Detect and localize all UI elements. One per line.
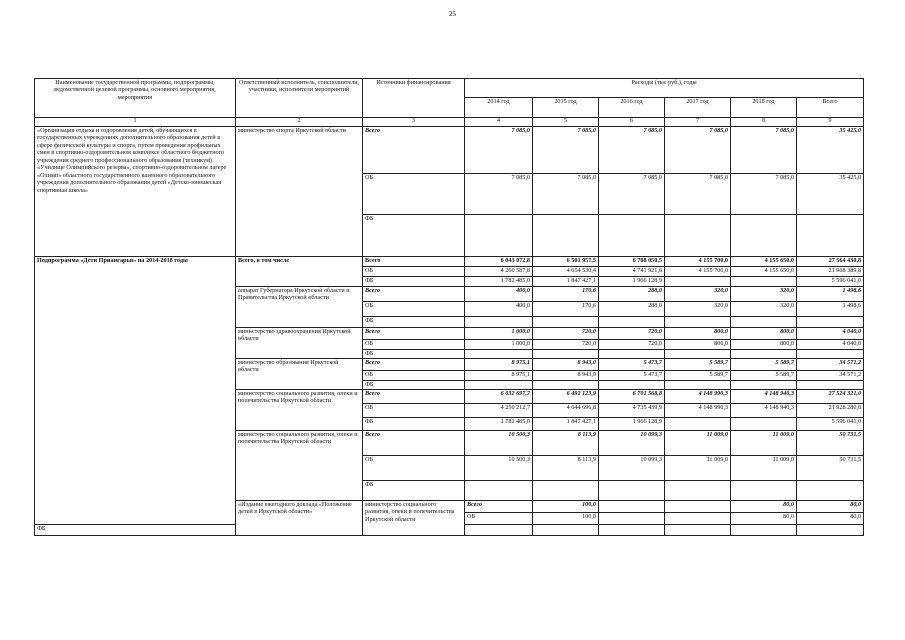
item-executor: министерство спорта Иркутской области (236, 127, 363, 257)
value-cell: 7 085,0 (665, 174, 731, 215)
value-cell: 7 085,0 (599, 174, 665, 215)
value-cell: 1 782 485,0 (465, 277, 533, 287)
item-executor: министерство образования Иркутской области (236, 359, 363, 390)
value-cell: 800,0 (731, 328, 797, 340)
value-cell: 5 596 041,0 (797, 277, 864, 287)
value-cell: 7 085,0 (465, 174, 533, 215)
source-cell: ФБ (363, 381, 465, 390)
value-cell: 720,0 (533, 328, 599, 340)
value-cell: 720,0 (599, 328, 665, 340)
value-cell: 400,0 (465, 287, 533, 302)
value-cell: 10 099,3 (599, 456, 665, 481)
item-executor: министерство здравоохранения Иркутской области (236, 328, 363, 359)
item-executor: министерство социального развития, опеки и попечительства Иркутской области (236, 390, 363, 431)
value-cell: 7 085,0 (731, 127, 797, 174)
value-cell: 720,0 (533, 340, 599, 350)
value-cell: 27 564 430,8 (797, 257, 864, 267)
source-cell: Всего (363, 328, 465, 340)
value-cell: 5 589,7 (731, 371, 797, 381)
source-cell: Всего (465, 501, 533, 513)
value-cell: 34 571,2 (797, 359, 864, 371)
value-cell: 11 009,0 (665, 456, 731, 481)
value-cell: 50 731,5 (797, 431, 864, 456)
value-cell: 80,0 (797, 501, 864, 513)
value-cell: 320,0 (731, 302, 797, 317)
value-cell: 8 113,9 (533, 456, 599, 481)
value-cell: 7 085,0 (533, 127, 599, 174)
header-year: 2018 год (731, 98, 797, 118)
value-cell: 6 708 050,5 (599, 257, 665, 267)
header-executor: Ответственный исполнитель, соисполнители, участники, исполнители мероприятий (236, 79, 363, 118)
column-index: 8 (731, 118, 797, 127)
page-number: 25 (449, 10, 456, 18)
header-row-1 (35, 79, 864, 98)
table-row (35, 257, 864, 267)
value-cell: 1 782 485,0 (465, 418, 533, 431)
item-executor: министерство социального развития, опеки и попечительства Иркутской области (236, 431, 363, 501)
value-cell: 10 099,3 (599, 431, 665, 456)
value-cell: 7 085,0 (731, 174, 797, 215)
source-cell: ОБ (363, 302, 465, 317)
financing-table (34, 78, 864, 536)
value-cell: 4 654 530,4 (533, 267, 599, 277)
value-cell: 6 701 568,8 (599, 390, 665, 404)
source-cell: ФБ (35, 525, 236, 536)
value-cell: 8 113,9 (533, 431, 599, 456)
item-executor: министерство социального развития, опеки и попечительства Иркутской области (363, 501, 465, 536)
item-name: Подпрограмма «Дети Приангарья» на 2014-2018 годы (35, 257, 236, 525)
column-index: 9 (797, 118, 864, 127)
value-cell: 320,0 (731, 287, 797, 302)
value-cell: 288,0 (599, 287, 665, 302)
value-cell: 6 043 072,8 (465, 257, 533, 267)
source-cell: ФБ (363, 481, 465, 501)
value-cell: 35 425,0 (797, 127, 864, 174)
source-cell: Всего (363, 287, 465, 302)
source-cell: Всего (363, 257, 465, 267)
value-cell: 1 000,0 (465, 328, 533, 340)
table-row (35, 127, 864, 174)
value-cell: 50 731,5 (797, 456, 864, 481)
item-name: «Издание ежегодного доклада «Положение детей в Иркутской области» (236, 501, 363, 536)
column-index: 1 (35, 118, 236, 127)
value-cell: 1 847 427,1 (533, 418, 599, 431)
header-total: Всего (797, 98, 864, 118)
value-cell: 1 000,0 (465, 340, 533, 350)
value-cell: 320,0 (665, 287, 731, 302)
value-cell: 1 498,6 (797, 287, 864, 302)
source-cell: ФБ (363, 350, 465, 359)
header-year: 2017 год (665, 98, 731, 118)
value-cell: 35 425,0 (797, 174, 864, 215)
value-cell: 400,0 (465, 302, 533, 317)
value-cell: 800,0 (731, 340, 797, 350)
source-cell: ОБ (363, 174, 465, 215)
value-cell: 80,0 (731, 513, 797, 525)
value-cell: 4 644 696,8 (533, 404, 599, 418)
value-cell: 11 009,0 (731, 431, 797, 456)
value-cell: 21 928 280,0 (797, 404, 864, 418)
value-cell: 4 148 990,3 (665, 404, 731, 418)
value-cell: 288,0 (599, 302, 665, 317)
value-cell: 4 148 940,3 (731, 404, 797, 418)
value-cell: 1 498,6 (797, 302, 864, 317)
source-cell: ФБ (363, 277, 465, 287)
value-cell: 8 943,0 (533, 359, 599, 371)
value-cell: 4 148 940,3 (731, 390, 797, 404)
value-cell: 800,0 (665, 328, 731, 340)
source-cell: ОБ (465, 513, 533, 525)
source-cell: ФБ (363, 418, 465, 431)
value-cell: 5 589,7 (665, 359, 731, 371)
value-cell: 80,0 (797, 513, 864, 525)
value-cell: 4 155 650,0 (731, 257, 797, 267)
value-cell: 1 966 128,9 (599, 418, 665, 431)
value-cell: 7 085,0 (465, 127, 533, 174)
source-cell: ОБ (363, 340, 465, 350)
value-cell: 100,0 (533, 513, 599, 525)
value-cell: 5 589,7 (665, 371, 731, 381)
value-cell: 8 943,0 (533, 371, 599, 381)
value-cell: 6 501 957,5 (533, 257, 599, 267)
value-cell: 10 500,3 (465, 431, 533, 456)
source-cell: Всего (363, 390, 465, 404)
column-index: 3 (363, 118, 465, 127)
value-cell: 170,6 (533, 302, 599, 317)
value-cell: 5 473,7 (599, 371, 665, 381)
value-cell: 4 250 212,7 (465, 404, 533, 418)
value-cell: 5 596 041,0 (797, 418, 864, 431)
column-index: 2 (236, 118, 363, 127)
value-cell: 6 492 123,9 (533, 390, 599, 404)
source-cell: Всего (363, 431, 465, 456)
value-cell: 170,6 (533, 287, 599, 302)
column-index-row (35, 118, 864, 127)
header-name: Наименование государственной программы, подпрограммы, ведомственной целевой программы, основного мероприятия, мероприятия (35, 79, 236, 118)
value-cell: 8 975,1 (465, 359, 533, 371)
value-cell: 4 148 990,3 (665, 390, 731, 404)
header-year: 2014 год (465, 98, 533, 118)
column-index: 7 (665, 118, 731, 127)
value-cell: 1 966 128,9 (599, 277, 665, 287)
value-cell: 4 741 921,6 (599, 267, 665, 277)
item-executor: Всего, в том числе (236, 257, 363, 287)
header-year: 2016 год (599, 98, 665, 118)
value-cell: 100,0 (533, 501, 599, 513)
value-cell: 1 847 427,1 (533, 277, 599, 287)
value-cell: 5 589,7 (731, 359, 797, 371)
source-cell: ОБ (363, 371, 465, 381)
value-cell: 4 155 700,0 (665, 257, 731, 267)
source-cell: ФБ (363, 317, 465, 328)
item-name: «Организация отдыха и оздоровления детей, обучающихся в государственных учреждениях дополнительного образования детей в сфере физической культуры и спорта, путем проведения профильных смен в спортивно-оздоровительном комплексе областного бюджетного учреждения среднего профессионального образования (техникум) «Училище Олимпийского резерва», спортивно-оздоровительном лагере «Олимп» областного государственного казенного образовательного учреждения дополнительного образования детей «Детско-юношеская спортивная школа» (35, 127, 236, 257)
value-cell: 7 085,0 (665, 127, 731, 174)
value-cell: 6 032 697,7 (465, 390, 533, 404)
value-cell: 5 473,7 (599, 359, 665, 371)
value-cell: 7 085,0 (599, 127, 665, 174)
value-cell: 4 155 650,0 (731, 267, 797, 277)
value-cell: 11 009,0 (731, 456, 797, 481)
source-cell: Всего (363, 127, 465, 174)
source-cell: ФБ (363, 215, 465, 257)
value-cell: 4 040,0 (797, 340, 864, 350)
value-cell: 4 040,0 (797, 328, 864, 340)
item-executor: аппарат Губернатора Иркутской области и Правительства Иркутской области (236, 287, 363, 328)
value-cell: 11 009,0 (665, 431, 731, 456)
source-cell: Всего (363, 359, 465, 371)
value-cell: 4 260 587,8 (465, 267, 533, 277)
value-cell: 7 085,0 (533, 174, 599, 215)
value-cell: 720,0 (599, 340, 665, 350)
value-cell: 8 975,1 (465, 371, 533, 381)
value-cell: 4 155 700,0 (665, 267, 731, 277)
value-cell: 4 735 439,9 (599, 404, 665, 418)
source-cell: ОБ (363, 456, 465, 481)
value-cell: 27 524 321,0 (797, 390, 864, 404)
value-cell: 21 968 389,8 (797, 267, 864, 277)
column-index: 5 (533, 118, 599, 127)
value-cell: 34 571,2 (797, 371, 864, 381)
value-cell: 10 500,3 (465, 456, 533, 481)
value-cell: 800,0 (665, 340, 731, 350)
header-year: 2015 год (533, 98, 599, 118)
column-index: 6 (599, 118, 665, 127)
value-cell: 80,0 (731, 501, 797, 513)
header-expenses: Расходы (тыс руб.), годы (465, 79, 864, 98)
source-cell: ОБ (363, 267, 465, 277)
source-cell: ОБ (363, 404, 465, 418)
header-sources: Источники финансирования (363, 79, 465, 118)
value-cell: 320,0 (665, 302, 731, 317)
column-index: 4 (465, 118, 533, 127)
